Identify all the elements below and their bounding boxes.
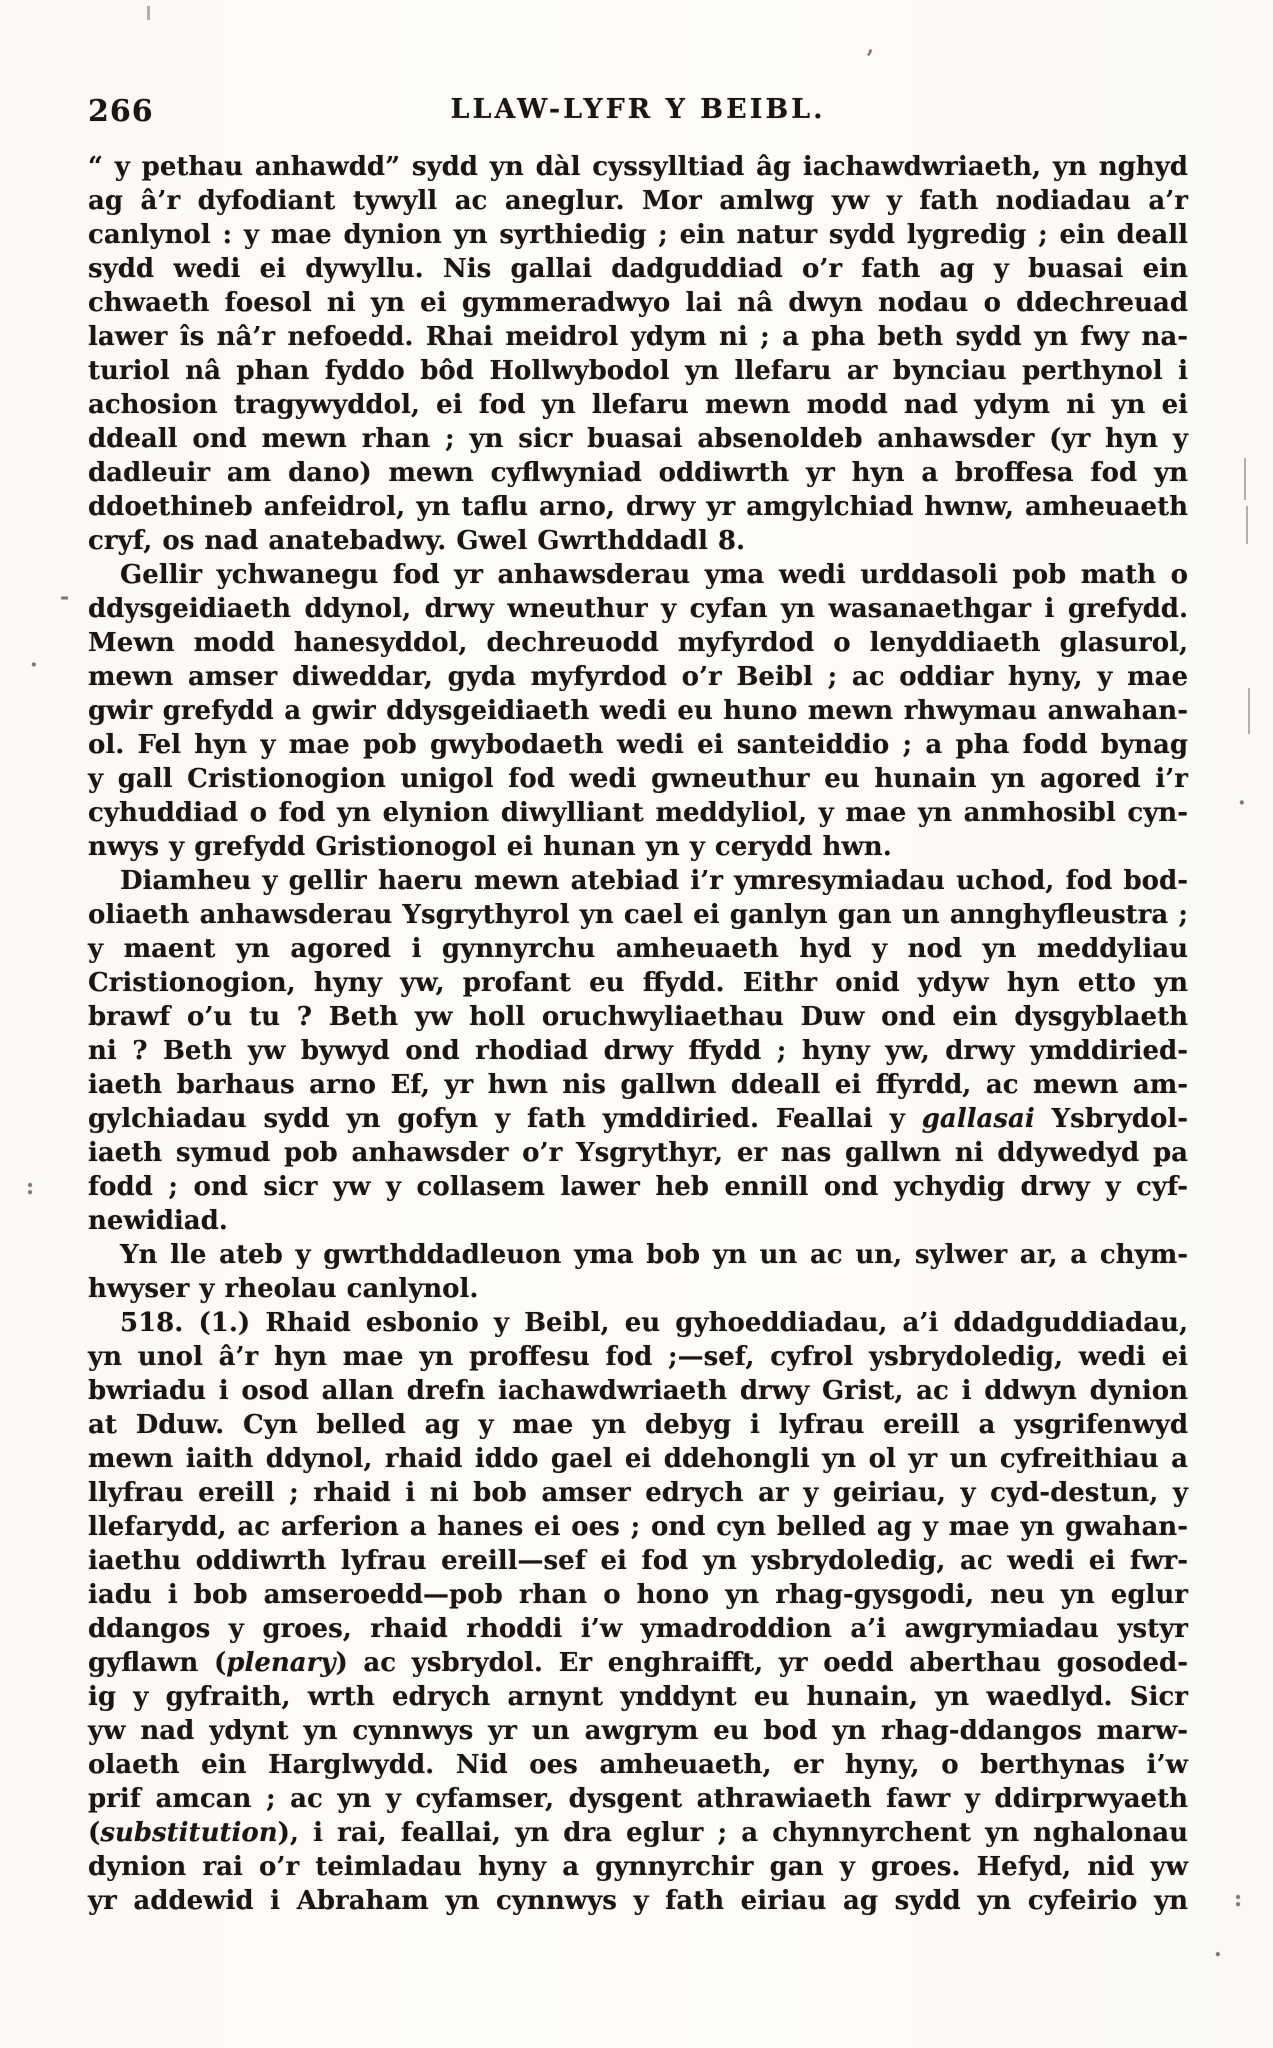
scan-artifact: [1244, 458, 1246, 500]
text-run: nwys y grefydd Gristionogol ei hunan yn y cerydd hwn.: [88, 832, 892, 862]
text-run: gylchiadau sydd yn gofyn y fath ymddiried. Feallai y: [88, 1104, 922, 1134]
text-line: [88, 286, 1188, 320]
running-title: LLAW-LYFR Y BEIBL.: [450, 94, 826, 125]
text-line: [88, 796, 1188, 830]
text-line: [88, 592, 1188, 626]
text-run: Yn lle ateb y gwrthddadleuon yma bob yn un ac un, sylwer ar, a chym-: [120, 1240, 1188, 1270]
text-run: cryf, os nad anatebadwy. Gwel Gwrthddadl 8.: [88, 526, 746, 556]
text-run: ddangos y groes, rhaid rhoddi i’w ymadroddion a’i awgrymiadau ystyr: [88, 1614, 1188, 1644]
text-line: [88, 1510, 1188, 1544]
text-line: [88, 932, 1188, 966]
text-line: [88, 660, 1188, 694]
text-line: [88, 898, 1188, 932]
text-run: newidiad.: [88, 1206, 228, 1236]
text-line: [88, 1544, 1188, 1578]
text-line: [88, 1850, 1188, 1884]
text-run: dynion rai o’r teimladau hyny a gynnyrchir gan y groes. Hefyd, nid yw: [88, 1852, 1188, 1882]
paragraph: [88, 150, 1188, 558]
text-line: [88, 320, 1188, 354]
text-run: prif amcan ; ac yn y cyfamser, dysgent athrawiaeth fawr y ddirprwyaeth: [88, 1784, 1188, 1814]
text-line: [88, 422, 1188, 456]
text-run: canlynol : y mae dynion yn syrthiedig ; ein natur sydd lygredig ; ein deall: [88, 220, 1188, 250]
text-line: [88, 1782, 1188, 1816]
text-line: [88, 1680, 1188, 1714]
text-line: [88, 524, 1188, 558]
text-line: [88, 864, 1188, 898]
page-number: 266: [88, 94, 154, 129]
text-run: mewn iaith ddynol, rhaid iddo gael ei ddehongli yn ol yr un cyfreithiau a: [88, 1444, 1188, 1474]
text-line: [88, 1748, 1188, 1782]
scan-artifact: -: [60, 584, 70, 610]
text-line: [88, 456, 1188, 490]
text-line: [88, 1442, 1188, 1476]
page-text: [88, 150, 1188, 1918]
text-run: ag â’r dyfodiant tywyll ac aneglur. Mor amlwg yw y fath nodiadau a’r: [88, 186, 1188, 216]
scan-artifact: [1248, 688, 1250, 734]
text-line: [88, 1340, 1188, 1374]
text-line: [88, 830, 1188, 864]
text-line: [88, 762, 1188, 796]
text-line: [88, 1272, 1188, 1306]
text-run: y maent yn agored i gynnyrchu amheuaeth hyd y nod yn meddyliau: [88, 934, 1188, 964]
text-line: [88, 1000, 1188, 1034]
text-line: [88, 252, 1188, 286]
scan-artifact: :: [1234, 1886, 1243, 1912]
text-line: [88, 354, 1188, 388]
text-run: Mewn modd hanesyddol, dechreuodd myfyrdod o lenyddiaeth glasurol,: [88, 628, 1188, 658]
text-run: llyfrau ereill ; rhaid i ni bob amser edrych ar y geiriau, y cyd-destun, y: [88, 1478, 1188, 1508]
text-run: iadu i bob amseroedd—pob rhan o hono yn rhag-gysgodi, neu yn eglur: [88, 1580, 1188, 1610]
text-run: ddeall ond mewn rhan ; yn sicr buasai absenoldeb anhawsder (yr hyn y: [88, 424, 1188, 454]
text-line: [88, 1578, 1188, 1612]
text-run: ni ? Beth yw bywyd ond rhodiad drwy ffydd ; hyny yw, drwy ymddiried-: [88, 1036, 1188, 1066]
text-line: [88, 388, 1188, 422]
scan-artifact: [1246, 506, 1248, 544]
italic-text-run: gallasai: [921, 1104, 1035, 1134]
paragraph: [88, 1306, 1188, 1918]
text-line: [88, 1102, 1188, 1136]
text-run: hwyser y rheolau canlynol.: [88, 1274, 479, 1304]
text-run: achosion tragywyddol, ei fod yn llefaru mewn modd nad ydym ni yn ei: [88, 390, 1188, 420]
text-line: [88, 626, 1188, 660]
text-line: [88, 1646, 1188, 1680]
text-run: ddysgeidiaeth ddynol, drwy wneuthur y cyfan yn wasanaethgar i grefydd.: [88, 594, 1188, 624]
text-run: at Dduw. Cyn belled ag y mae yn debyg i lyfrau ereill a ysgrifenwyd: [88, 1410, 1188, 1440]
text-line: [88, 1612, 1188, 1646]
text-run: brawf o’u tu ? Beth yw holl oruchwyliaethau Duw ond ein dysgyblaeth: [88, 1002, 1188, 1032]
text-run: yw nad ydynt yn cynnwys yr un awgrym eu bod yn rhag-ddangos marw-: [88, 1716, 1188, 1746]
text-run: yn unol â’r hyn mae yn proffesu fod ;—sef, cyfrol ysbrydoledig, wedi ei: [88, 1342, 1188, 1372]
text-line: [88, 558, 1188, 592]
text-line: [88, 184, 1188, 218]
text-run: Gellir ychwanegu fod yr anhawsderau yma wedi urddasoli pob math o: [120, 560, 1188, 590]
text-line: [88, 1068, 1188, 1102]
text-run: gwir grefydd a gwir ddysgeidiaeth wedi eu huno mewn rhwymau anwahan-: [88, 696, 1188, 726]
text-run: iaeth symud pob anhawsder o’r Ysgrythyr, er nas gallwn ni ddywedyd pa: [88, 1138, 1188, 1168]
text-run: ), i rai, feallai, yn dra eglur ; a chynnyrchent yn nghalonau: [277, 1818, 1188, 1848]
text-line: [88, 1204, 1188, 1238]
paragraph: [88, 558, 1188, 864]
text-run: yr addewid i Abraham yn cynnwys y fath eiriau ag sydd yn cyfeirio yn: [88, 1886, 1188, 1916]
text-run: turiol nâ phan fyddo bôd Hollwybodol yn llefaru ar bynciau perthynol i: [88, 356, 1188, 386]
text-line: [88, 1374, 1188, 1408]
scan-artifact: :: [26, 1174, 35, 1200]
text-line: [88, 218, 1188, 252]
text-line: [88, 490, 1188, 524]
text-run: llefarydd, ac arferion a hanes ei oes ; ond cyn belled ag y mae yn gwahan-: [88, 1512, 1188, 1542]
paragraph: [88, 864, 1188, 1238]
text-run: ) ac ysbrydol. Er enghraifft, yr oedd aberthau gosoded-: [335, 1648, 1188, 1678]
text-run: iaethu oddiwrth lyfrau ereill—sef ei fod yn ysbrydoledig, ac wedi ei fwr-: [88, 1546, 1188, 1576]
text-run: y gall Cristionogion unigol fod wedi gwneuthur eu hunain yn agored i’r: [88, 764, 1188, 794]
text-run: Cristionogion, hyny yw, profant eu ffydd. Eithr onid ydyw hyn etto yn: [88, 968, 1188, 998]
text-run: (: [88, 1818, 101, 1848]
text-line: [88, 150, 1188, 184]
text-run: Ysbrydol-: [1034, 1104, 1188, 1134]
text-run: “ y pethau anhawdd” sydd yn dàl cyssylltiad âg iachawdwriaeth, yn nghyd: [88, 152, 1188, 182]
scan-artifact: ·: [1238, 790, 1246, 816]
text-run: dadleuir am dano) mewn cyflwyniad oddiwrth yr hyn a broffesa fod yn: [88, 458, 1188, 488]
text-run: cyhuddiad o fod yn elynion diwylliant meddyliol, y mae yn anmhosibl cyn-: [88, 798, 1188, 828]
text-run: sydd wedi ei dywyllu. Nis gallai dadguddiad o’r fath ag y buasai ein: [88, 254, 1188, 284]
text-run: bwriadu i osod allan drefn iachawdwriaeth drwy Grist, ac i ddwyn dynion: [88, 1376, 1188, 1406]
text-line: [88, 1034, 1188, 1068]
text-run: iaeth barhaus arno Ef, yr hwn nis gallwn ddeall ei ffyrdd, ac mewn am-: [88, 1070, 1188, 1100]
text-line: [88, 1816, 1188, 1850]
text-run: olaeth ein Harglwydd. Nid oes amheuaeth, er hyny, o berthynas i’w: [88, 1750, 1188, 1780]
text-line: [88, 1408, 1188, 1442]
text-run: ig y gyfraith, wrth edrych arnynt ynddynt eu hunain, yn waedlyd. Sicr: [88, 1682, 1188, 1712]
scan-artifact: ·: [30, 652, 38, 678]
text-line: [88, 728, 1188, 762]
text-line: [88, 1306, 1188, 1340]
text-run: ddoethineb anfeidrol, yn taflu arno, drwy yr amgylchiad hwnw, amheuaeth: [88, 492, 1188, 522]
text-run: chwaeth foesol ni yn ei gymmeradwyo lai nâ dwyn nodau o ddechreuad: [88, 288, 1188, 318]
italic-text-run: plenary: [226, 1648, 336, 1678]
scan-artifact: [147, 6, 150, 20]
text-line: [88, 1170, 1188, 1204]
text-line: [88, 966, 1188, 1000]
text-line: [88, 694, 1188, 728]
text-run: gyflawn (: [88, 1648, 227, 1678]
scan-artifact: .: [1214, 1936, 1222, 1962]
text-run: fodd ; ond sicr yw y collasem lawer heb ennill ond ychydig drwy y cyf-: [88, 1172, 1188, 1202]
page-header: [88, 94, 1188, 134]
text-line: [88, 1884, 1188, 1918]
text-run: mewn amser diweddar, gyda myfyrdod o’r Beibl ; ac oddiar hyny, y mae: [88, 662, 1188, 692]
scan-artifact: ’: [866, 46, 874, 72]
text-run: lawer îs nâ’r nefoedd. Rhai meidrol ydym ni ; a pha beth sydd yn fwy na-: [88, 322, 1188, 352]
italic-text-run: substitution: [100, 1818, 278, 1848]
text-line: [88, 1136, 1188, 1170]
text-line: [88, 1714, 1188, 1748]
text-run: Diamheu y gellir haeru mewn atebiad i’r ymresymiadau uchod, fod bod-: [120, 866, 1188, 896]
text-run: ol. Fel hyn y mae pob gwybodaeth wedi ei santeiddio ; a pha fodd bynag: [88, 730, 1188, 760]
text-line: [88, 1238, 1188, 1272]
text-run: oliaeth anhawsderau Ysgrythyrol yn cael ei ganlyn gan un annghyfleustra ;: [88, 900, 1188, 930]
text-run: 518. (1.) Rhaid esbonio y Beibl, eu gyhoeddiadau, a’i ddadguddiadau,: [120, 1308, 1188, 1338]
paragraph: [88, 1238, 1188, 1306]
text-line: [88, 1476, 1188, 1510]
